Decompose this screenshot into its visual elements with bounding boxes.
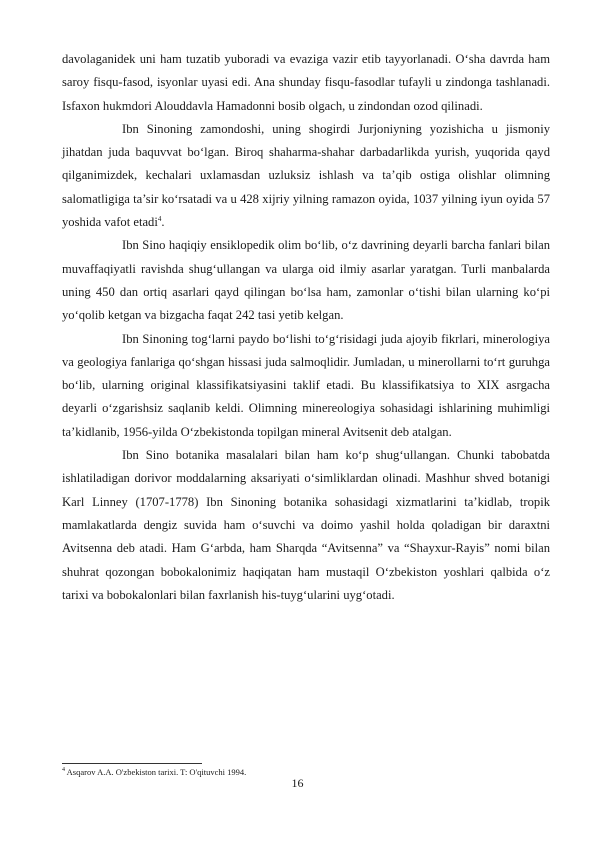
paragraph-2-text: Ibn Sinoning zamondoshi, uning shogirdi Jurjoniyning yozishicha u jismoniy jihatdan juda baquvvat bo‘lgan. Biroq shaharma-shahar darbadarlikda yurish, yuqorida qayd qilganimizdek, kechalari uxlamasdan uzluksiz ishlash va ta’qib ostiga olishlar olimning salomatligiga ta’sir ko‘rsatadi va u 428 xijriy yilning ramazon oyida, 1037 yilning iyun oyida 57 yoshida vafot etadi [62,121,550,230]
footnote-reference[interactable]: 4 [157,214,162,223]
paragraph-2-end: . [161,215,165,230]
footnote-marker: 4 [62,767,65,774]
paragraph-3: Ibn Sino haqiqiy ensiklopedik olim bo‘lib, o‘z davrining deyarli barcha fanlari bilan muvaffaqiyatli ravishda shug‘ullangan va ularga oid ilmiy asarlar yaratgan. Turli manbalarda uning 450 dan ortiq asarlari qayd qilingan bo‘lsa ham, zamonlar o‘tishi bilan ularning ko‘pi yo‘qolib ketgan va bizgacha faqat 242 tasi yetib kelgan. [62,238,550,323]
paragraph-4: Ibn Sinoning tog‘larni paydo bo‘lishi to‘g‘risidagi juda ajoyib fikrlari, minerologiya va geologiya fanlariga qo‘shgan hissasi juda salmoqlidir. Jumladan, u minerollarni to‘rt guruhga bo‘lib, ularning original klassifikatsiyasini taklif etadi. Bu klassifikatsiya to XIX asrgacha deyarli o‘zgarishsiz saqlanib keldi. Olimning minereologiya sohasidagi ishlarining muhimligi ta’kidlanib, 1956-yilda O‘zbekistonda topilgan mineral Avitsenit deb atalgan. [62,331,550,439]
paragraph-1: davolaganidek uni ham tuzatib yuboradi va evaziga vazir etib tayyorlanadi. O‘sha davrda ham saroy fisqu-fasod, isyonlar uyasi edi. Ana shunday fisqu-fasodlar tufayli u zindonga tashlanadi. Isfaxon hukmdori Alouddavla Hamadonni bosib olgach, u zindondan ozod qilinadi. [62,52,550,113]
page-body [62,48,550,607]
paragraph-2 [62,118,550,234]
footnote-divider [62,763,202,764]
page-number: 16 [291,776,304,790]
footnote-text: Asqarov A.A. O'zbekiston tarixi. T: O'qituvchi 1994. [65,767,247,777]
paragraph-5: Ibn Sino botanika masalalari bilan ham ko‘p shug‘ullangan. Chunki tabobatda ishlatiladigan dorivor moddalarning aksariyati o‘simliklardan olinadi. Mashhur shved botanigi Karl Linney (1707-1778) Ibn Sinoning botanika sohasidagi xizmatlarini ta’kidlab, tropik mamlakatlarda dengiz suvida ham o‘suvchi va doimo yashil holda qoladigan bir daraxtni Avitsenna deb atadi. Ham G‘arbda, ham Sharqda “Avitsenna” va “Shayxur-Rayis” nomi bilan shuhrat qozongan bobokalonimiz haqiqatan ham mustaqil O‘zbekiston yoshlari qalbida o‘z tarixi va bobokalonlari bilan faxrlanish his-tuyg‘ularini uyg‘otadi. [62,448,550,602]
